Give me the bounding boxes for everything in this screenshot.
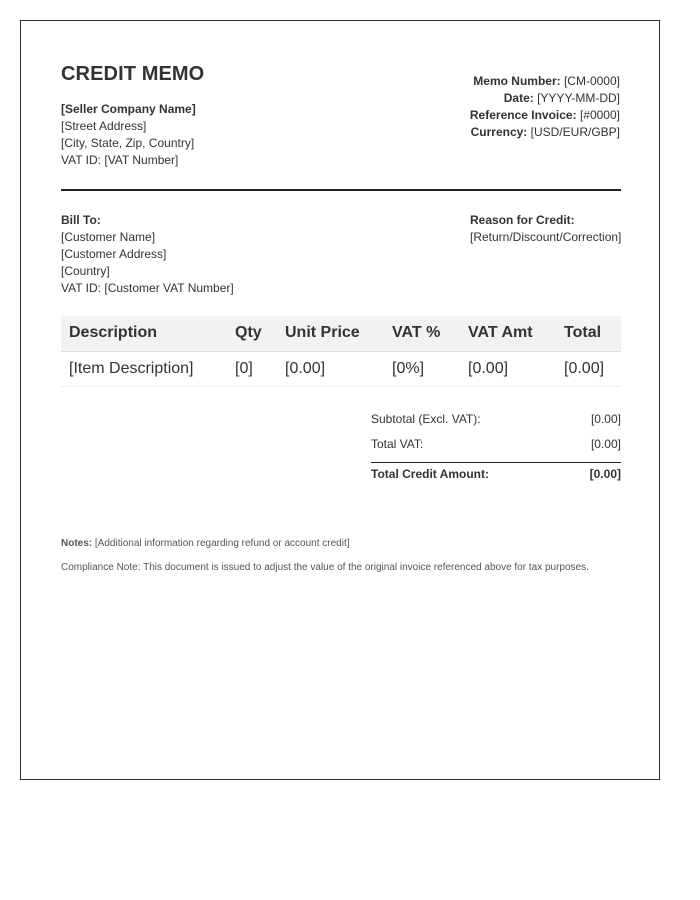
header-vat-percent: VAT % bbox=[384, 316, 460, 351]
total-vat-value: [0.00] bbox=[590, 437, 621, 451]
cell-description: [Item Description] bbox=[61, 351, 227, 386]
memo-number-value: [CM-0000] bbox=[563, 74, 620, 88]
cell-total: [0.00] bbox=[556, 351, 621, 386]
total-vat-label: Total VAT: bbox=[371, 437, 424, 451]
compliance-note: Compliance Note: This document is issued to adjust the value of the original invoice referenced above for tax purposes. bbox=[61, 562, 589, 573]
totals-section bbox=[371, 407, 621, 488]
memo-date-label: Date: bbox=[503, 91, 534, 105]
customer-address: [Customer Address] bbox=[61, 247, 167, 261]
reason-value: [Return/Discount/Correction] bbox=[470, 230, 622, 244]
header-qty: Qty bbox=[227, 316, 277, 351]
bill-to-label: Bill To: bbox=[61, 213, 101, 227]
customer-name: [Customer Name] bbox=[61, 230, 156, 244]
credit-memo-page bbox=[20, 20, 660, 780]
reference-invoice-value: [#0000] bbox=[579, 108, 620, 122]
document-title: CREDIT MEMO bbox=[61, 63, 205, 85]
header-divider bbox=[61, 189, 621, 191]
seller-company-name: [Seller Company Name] bbox=[61, 102, 196, 116]
header-vat-amount: VAT Amt bbox=[460, 316, 556, 351]
cell-qty: [0] bbox=[227, 351, 277, 386]
memo-meta bbox=[470, 73, 620, 141]
customer-vat-line bbox=[61, 280, 234, 297]
seller-vat-line bbox=[61, 152, 196, 169]
notes bbox=[61, 538, 350, 550]
cell-vat-percent: [0%] bbox=[384, 351, 460, 386]
reference-invoice-label: Reference Invoice: bbox=[469, 108, 577, 122]
total-credit-row bbox=[371, 462, 621, 488]
bill-to-section bbox=[61, 212, 234, 297]
items-table-header-row bbox=[61, 316, 621, 351]
total-credit-label: Total Credit Amount: bbox=[371, 467, 489, 481]
seller-city-line: [City, State, Zip, Country] bbox=[61, 136, 195, 150]
seller-info bbox=[61, 101, 196, 169]
total-credit-value: [0.00] bbox=[589, 467, 621, 481]
currency-value: [USD/EUR/GBP] bbox=[530, 125, 620, 139]
seller-street-address: [Street Address] bbox=[61, 119, 147, 133]
currency-line bbox=[470, 124, 620, 141]
subtotal-row bbox=[371, 407, 621, 432]
total-vat-row bbox=[371, 432, 621, 457]
seller-vat-label: VAT ID: bbox=[61, 153, 102, 167]
subtotal-value: [0.00] bbox=[590, 412, 621, 426]
customer-vat-value: [Customer VAT Number] bbox=[104, 281, 234, 295]
seller-vat-value: [VAT Number] bbox=[104, 153, 179, 167]
subtotal-label: Subtotal (Excl. VAT): bbox=[371, 412, 481, 426]
memo-number-line bbox=[470, 73, 620, 90]
customer-vat-label: VAT ID: bbox=[61, 281, 102, 295]
items-table bbox=[61, 316, 621, 387]
header-total: Total bbox=[556, 316, 621, 351]
cell-unit-price: [0.00] bbox=[277, 351, 384, 386]
customer-country: [Country] bbox=[61, 264, 110, 278]
notes-text: [Additional information regarding refund or account credit] bbox=[94, 538, 350, 549]
reference-invoice-line bbox=[470, 107, 620, 124]
header-description: Description bbox=[61, 316, 227, 351]
reason-label: Reason for Credit: bbox=[470, 213, 575, 227]
cell-vat-amount: [0.00] bbox=[460, 351, 556, 386]
reason-section bbox=[470, 212, 621, 246]
memo-date-value: [YYYY-MM-DD] bbox=[537, 91, 620, 105]
header-unit-price: Unit Price bbox=[277, 316, 384, 351]
memo-date-line bbox=[470, 90, 620, 107]
memo-number-label: Memo Number: bbox=[473, 74, 561, 88]
notes-label: Notes: bbox=[61, 538, 93, 549]
table-row bbox=[61, 351, 621, 386]
currency-label: Currency: bbox=[470, 125, 528, 139]
